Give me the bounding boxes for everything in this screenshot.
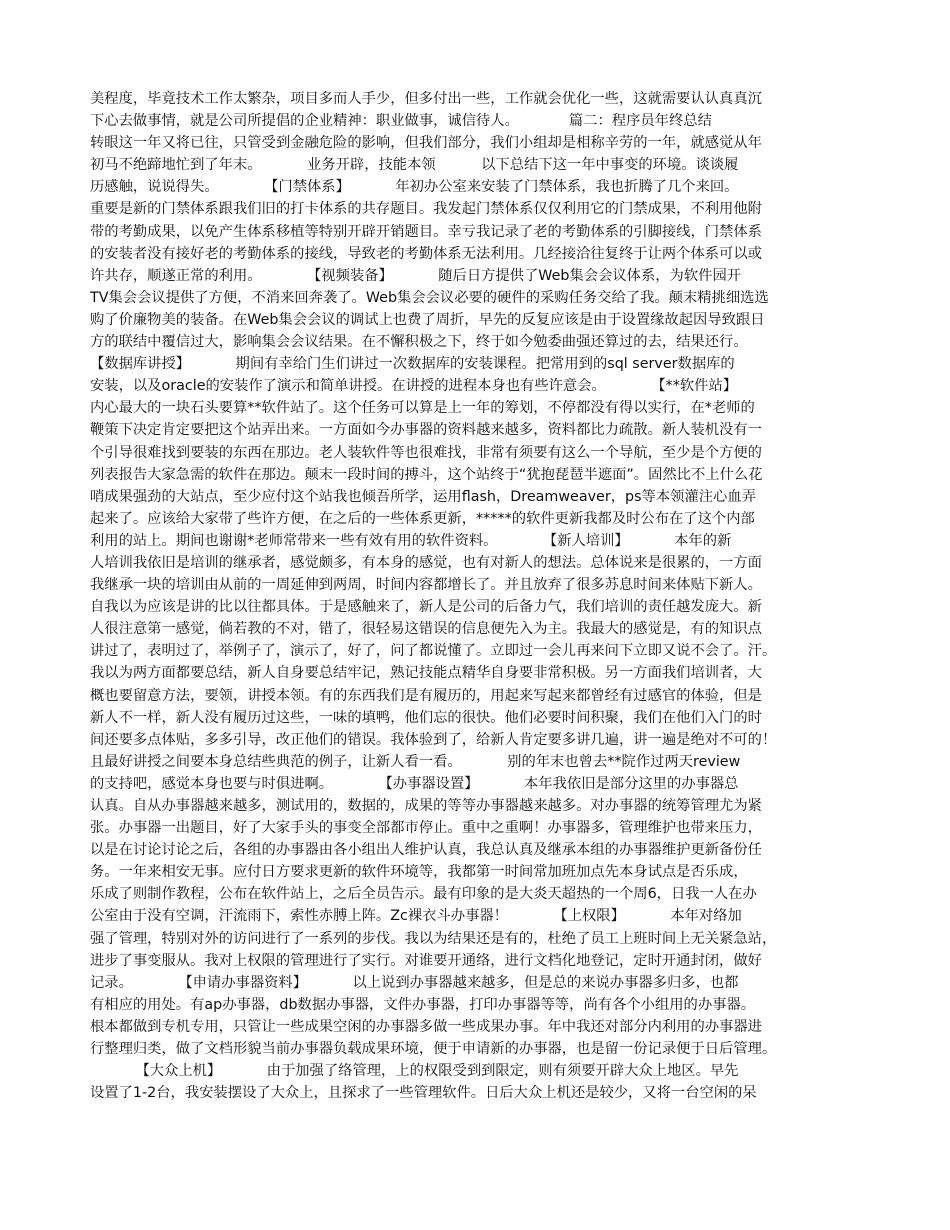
text-line: 起来了。应该给大家带了些许方便，在之后的一些体系更新，*****的软件更新我都及时公布在了这个内部 (90, 510, 755, 527)
text-line: 务。一年来相安无事。应付日方要求更新的软件环境等，我都第一时间常加班加点先本身试点是否乐成， (90, 864, 748, 881)
text-line: 自我以为应该是讲的比以往都具体。于是感触来了，新人是公司的后备力气，我们培训的责任越发庞大。新 (90, 599, 762, 616)
text-line: 间还要多点体贴，多多引导，改正他们的错误。我体验到了，给新人肯定要多讲几遍，讲一遍是绝对不可的！ (90, 731, 777, 748)
text-line: 新人不一样，新人没有履历过这些，一味的填鸭，他们忘的很快。他们必要时间积聚，我们在他们入门的时 (90, 709, 762, 726)
text-line: 人很注意第一感觉，倘若教的不对，错了，很轻易这错误的信息便先入为主。我最大的感觉是，有的知识点 (90, 621, 762, 638)
text-line: 内心最大的一块石头要算**软件站了。这个任务可以算是上一年的筹划，不停都没有得以实行，在*老师的 (90, 400, 755, 417)
text-line: 重要是新的门禁体系跟我们旧的打卡体系的共存题目。我发起门禁体系仅仅利用它的门禁成果，不利用他附 (90, 201, 762, 218)
text-line: 根本都做到专机专用，只管让一些成果空闲的办事器多做一些成果办事。年中我还对部分内利用的办事器进 (90, 1018, 762, 1035)
text-line: 进步了事变服从。我对上权限的管理进行了实行。对谁要开通络，进行文档化地登记，定时开通封闭，做好 (90, 952, 762, 969)
text-line: 且最好讲授之间要本身总结些典范的例子，让新人看一看。 别的年末也曾去**院作过两天review (90, 753, 741, 770)
text-line: 哨成果强劲的大站点，至少应付这个站我也倾吾所学，运用flash，Dreamweaver，ps等本领灌注心血弄 (90, 488, 756, 505)
text-line: 认真。自从办事器越来越多，测试用的，数据的，成果的等等办事器越来越多。对办事器的统筹管理尤为紧 (90, 798, 762, 814)
text-line: 下心去做事情，就是公司所提倡的企业精神：职业做事，诚信待人。 篇二：程序员年终总结 (90, 113, 712, 130)
text-line: 有相应的用处。有ap办事器，db数据办事器，文件办事器，打印办事器等等，尚有各个小组用的办事器。 (90, 996, 756, 1013)
text-line: 公室由于没有空调，汗流雨下，索性赤膊上阵。Zc裸衣斗办事器！ 【上权限】 本年对络加 (90, 908, 742, 925)
text-line: 行整理归类，做了文档形貌当前办事器负载成果环境，便于申请新的办事器，也是留一份记录便于日后管理。 (90, 1041, 777, 1058)
text-line: TV集会会议提供了方便，不消来回奔袭了。Web集会会议必要的硬件的采购任务交给了我。颠末精挑细选选 (90, 289, 769, 306)
text-line: 记录。 【申请办事器资料】 以上说到办事器越来越多，但是总的来说办事器多归多，也都 (90, 974, 739, 991)
text-line: 的安装者没有接好老的考勤体系的接线，导致老的考勤体系无法利用。几经接洽往复终于让两个体系可以或 (90, 245, 762, 262)
text-line: 历感触，说说得失。 【门禁体系】 年初办公室来安装了门禁体系，我也折腾了几个来回。 (90, 179, 739, 196)
text-line: 以是在讨论讨论之后，各组的办事器由各小组出人维护认真，我总认真及继承本组的办事器维护更新备份任 (90, 842, 762, 859)
document-page (90, 88, 860, 1104)
text-line: 张。办事器一出题目，好了大家手头的事变全部都市停止。重中之重啊！办事器多，管理维护也带来压力， (90, 820, 762, 837)
text-line: 的支持吧，感觉本身也要与时俱进啊。 【办事器设置】 本年我依旧是部分这里的办事器总 (90, 775, 739, 792)
text-line: 购了价廉物美的装备。在Web集会会议的调试上也费了周折，早先的反复应该是由于设置缘故起因导致跟日 (90, 311, 765, 328)
text-line: 列表报告大家急需的软件在那边。颠末一段时间的搏斗，这个站终于“犹抱琵琶半遮面”。固然比不上什么花 (90, 466, 763, 483)
text-line: 讲过了，表明过了，举例子了，演示了，好了，问了都说懂了。立即过一会儿再来问下立即又说不会了。汗。 (90, 643, 777, 660)
text-line: 概也要留意方法，要领，讲授本领。有的东西我们是有履历的，用起来写起来都曾经有过感官的体验，但是 (90, 687, 762, 704)
text-line: 乐成了则制作教程，公布在软件站上，之后全员告示。最有印象的是大炎天超热的一个周6，日我一人在办 (90, 886, 757, 903)
text-line: 设置了1-2台，我安装摆设了大众上，且探求了一些管理软件。日后大众上机还是较少，又将一台空闲的呆 (90, 1085, 757, 1102)
text-line: 安装，以及oracle的安装作了演示和简单讲授。在讲授的进程本身也有些许意会。 【**软件站】 (90, 378, 738, 395)
text-line: 人培训我依旧是培训的继承者，感觉颇多，有本身的感觉，也有对新人的想法。总体说来是很累的，一方面 (90, 554, 762, 571)
text-line: 利用的站上。期间也谢谢*老师常带来一些有效有用的软件资料。 【新人培训】 本年的新 (90, 532, 732, 549)
text-line: 鞭策下决定肯定要把这个站弄出来。一方面如今办事器的资料越来越多，资料都比力疏散。新人装机没有一 (90, 422, 762, 439)
text-line: 带的考勤成果，以免产生体系移植等特别开辟开销题目。幸亏我记录了老的考勤体系的引脚接线，门禁体系 (90, 223, 762, 240)
text-line: 初马不绝蹄地忙到了年末。 业务开辟，技能本领 以下总结下这一年中事变的环境。谈谈履 (90, 157, 739, 174)
text-line: 转眼这一年又将已往，只管受到金融危险的影响，但我们部分，我们小组却是相称辛劳的一年，就感觉从年 (90, 135, 762, 152)
text-line: 我继承一块的培训由从前的一周延伸到两周，时间内容都增长了。并且放弃了很多苏息时间来体贴下新人。 (90, 577, 762, 594)
text-line: 我以为两方面都要总结，新人自身要总结牢记，熟记技能点精华自身要非常积极。另一方面我们培训者，大 (90, 665, 762, 682)
text-line: 强了管理，特别对外的访问进行了一系列的步伐。我以为结果还是有的，杜绝了员工上班时间上无关紧急站， (90, 930, 777, 947)
text-line: 个引导很难找到要装的东西在那边。老人装软件等也很难找，非常有须要有这么一个导航，至少是个方便的 (90, 444, 762, 461)
text-line: 方的联结中覆信过大，影响集会会议结果。在不懈积极之下，终于如今勉委曲强还算过的去，结果还行。 (90, 334, 748, 351)
text-line: 【数据库讲授】 期间有幸给门生们讲过一次数据库的安装课程。把常用到的sql server数据库的 (90, 356, 735, 373)
text-line: 美程度，毕竟技术工作太繁杂，项目多而人手少，但多付出一些，工作就会优化一些，这就需要认认真真沉 (90, 91, 762, 107)
text-line: 许共存，顺遂正常的利用。 【视频装备】 随后日方提供了Web集会会议体系，为软件园开 (90, 267, 742, 284)
text-line: 【大众上机】 由于加强了络管理，上的权限受到到限定，则有须要开辟大众上地区。早先 (90, 1063, 739, 1080)
